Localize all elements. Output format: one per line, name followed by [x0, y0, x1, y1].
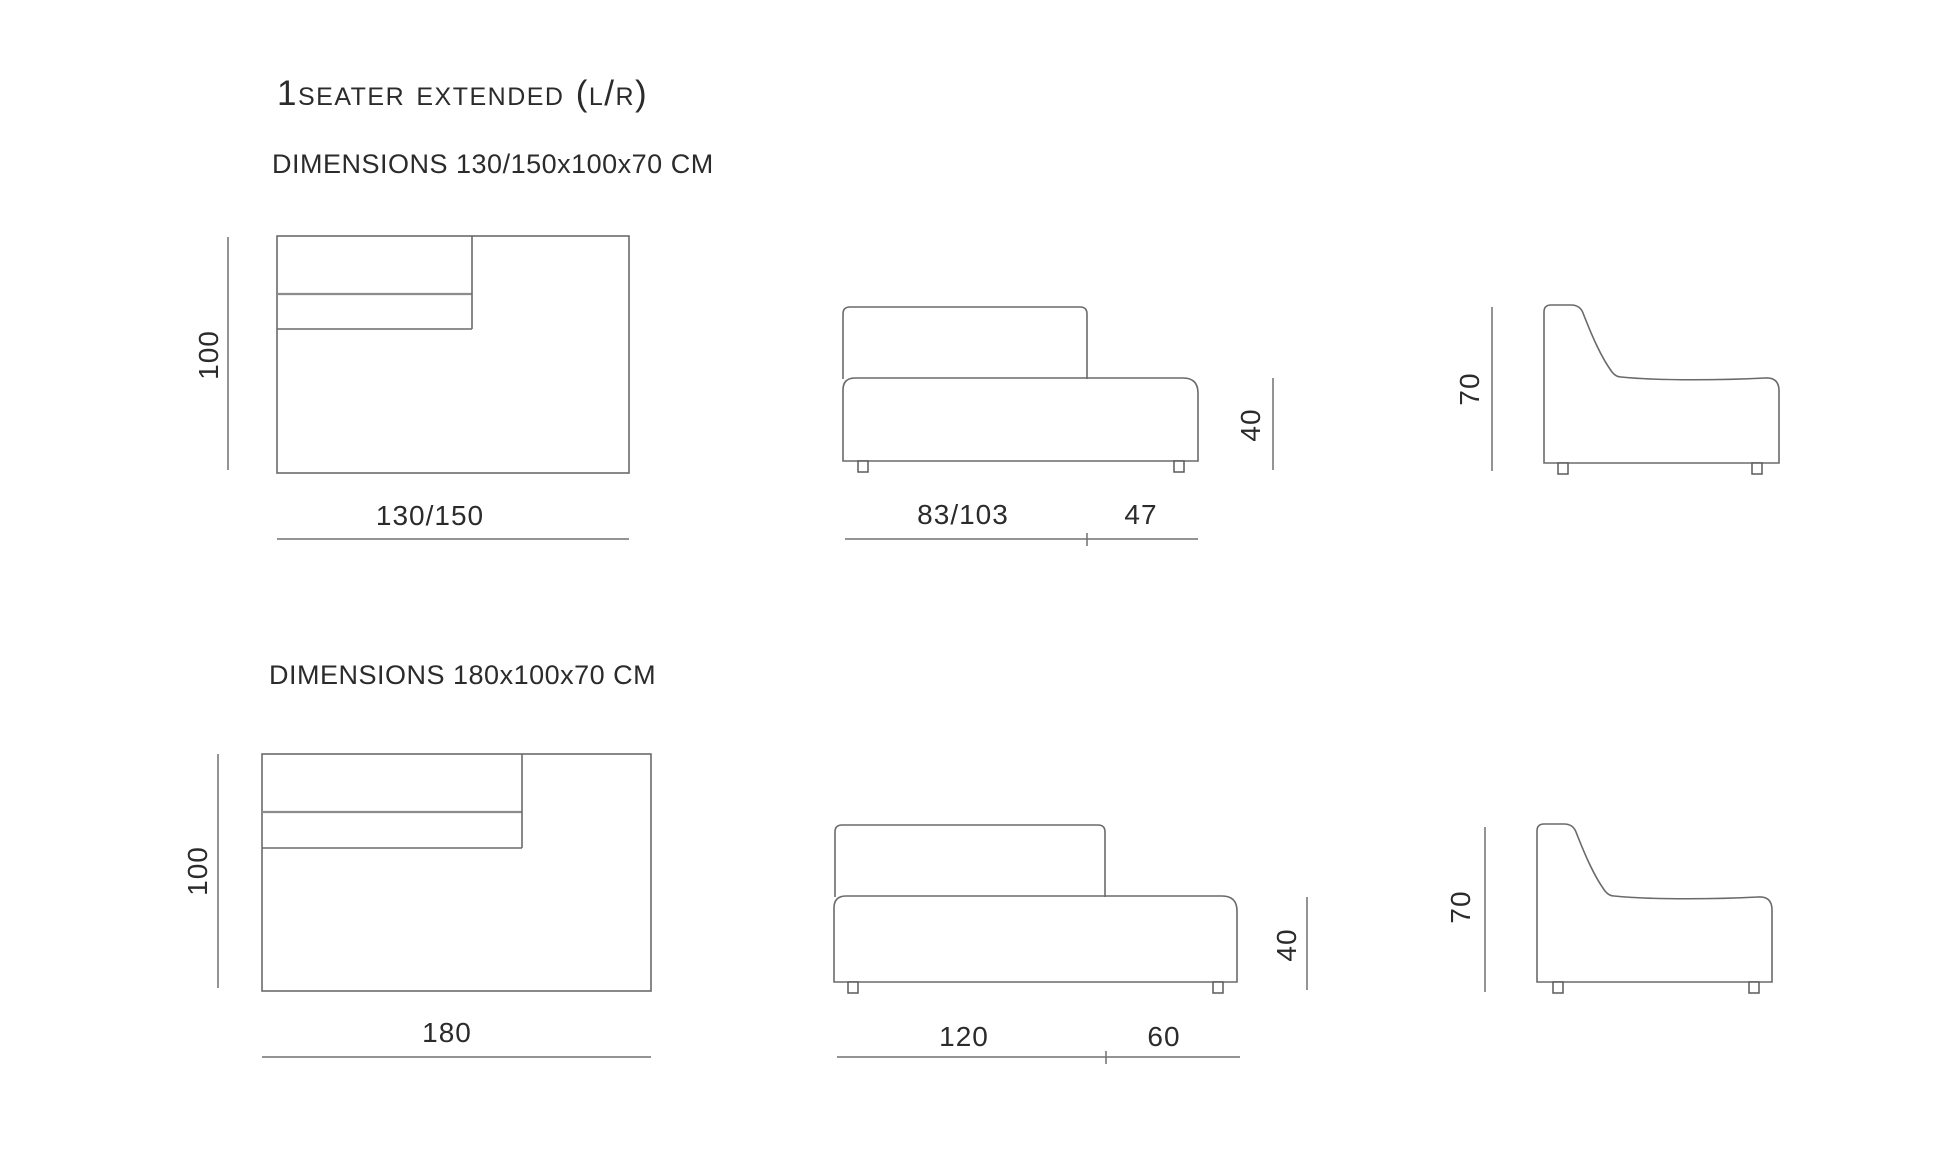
right-foot: [1752, 463, 1762, 474]
top-view-width-label: 130/150: [375, 500, 485, 531]
section-1-subtitle: DIMENSIONS 130/150x100x70 CM: [272, 149, 714, 179]
top-view-drawing-1: [228, 236, 629, 539]
top-view-width-label: 180: [422, 1017, 472, 1048]
right-foot: [1213, 982, 1223, 993]
top-view-outline: [262, 754, 651, 991]
right-foot: [1174, 461, 1184, 472]
left-foot: [1553, 982, 1563, 993]
side-profile-outline: [1537, 824, 1772, 982]
seat-base-outline: [834, 896, 1237, 982]
left-foot: [858, 461, 868, 472]
side-view-drawing-2: [1485, 824, 1772, 993]
section-2-subtitle: DIMENSIONS 180x100x70 CM: [269, 660, 657, 690]
top-view-depth-label: 100: [182, 846, 213, 896]
front-view-chaise-width-label: 60: [1147, 1021, 1181, 1052]
front-view-chaise-width-label: 47: [1124, 499, 1158, 530]
front-view-drawing-2: [834, 825, 1307, 1064]
side-view-height-label: 70: [1454, 372, 1485, 406]
left-foot: [1558, 463, 1568, 474]
right-foot: [1749, 982, 1759, 993]
page-title: 1seater extended (l/r): [277, 74, 649, 113]
seat-base-outline: [843, 378, 1198, 461]
front-view-seat-height-label: 40: [1271, 928, 1302, 962]
front-view-drawing-1: [843, 307, 1273, 546]
side-view-drawing-1: [1492, 305, 1779, 474]
front-view-seat-width-label: 120: [939, 1021, 989, 1052]
backrest-outline: [835, 825, 1105, 897]
front-view-seat-height-label: 40: [1235, 408, 1266, 442]
backrest-outline: [843, 307, 1087, 379]
left-foot: [848, 982, 858, 993]
top-view-outline: [277, 236, 629, 473]
top-view-drawing-2: [218, 754, 651, 1057]
side-view-height-label: 70: [1445, 890, 1476, 924]
top-view-depth-label: 100: [193, 330, 224, 380]
front-view-seat-width-label: 83/103: [917, 499, 1009, 530]
side-profile-outline: [1544, 305, 1779, 463]
